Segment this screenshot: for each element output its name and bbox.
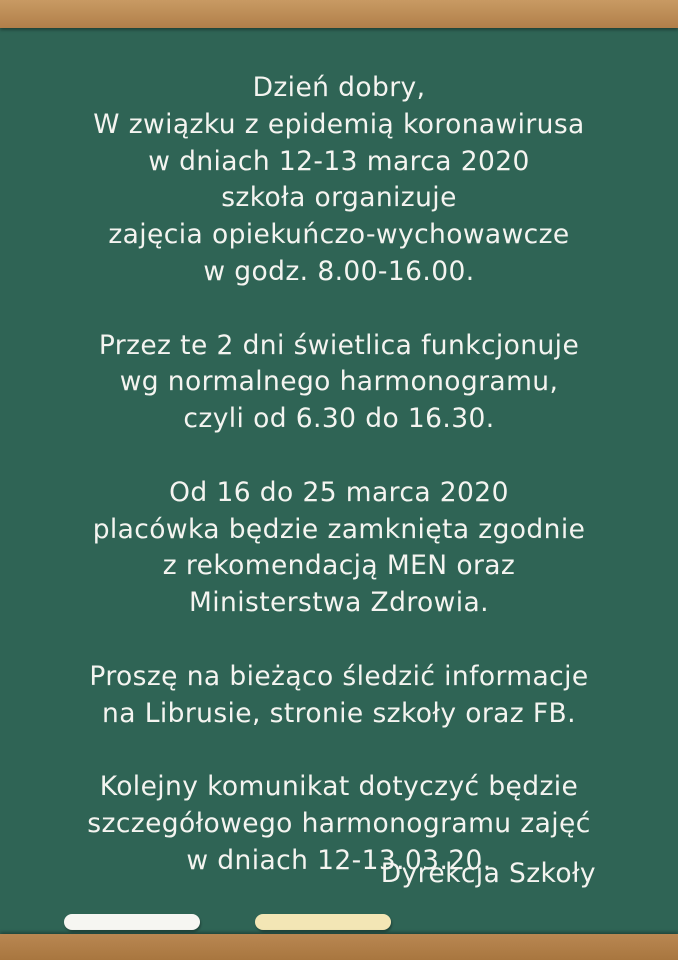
paragraph-gap (0, 732, 678, 769)
notice-line: szczegółowego harmonogramu zajęć (87, 807, 591, 839)
notice-line: Przez te 2 dni świetlica funkcjonuje (98, 329, 580, 361)
notice-line: czyli od 6.30 do 16.30. (183, 403, 495, 435)
notice-line: na Librusie, stronie szkoły oraz FB. (102, 697, 576, 729)
notice-line: z rekomendacją MEN oraz (162, 550, 516, 582)
notice-line: placówka będzie zamknięta zgodnie (92, 513, 586, 545)
notice-line: Ministerstwa Zdrowia. (189, 587, 489, 619)
notice-line: Proszę na bieżąco śledzić informacje (89, 660, 589, 692)
notice-line: zajęcia opiekuńczo-wychowawcze (108, 219, 570, 251)
notice-line: szkoła organizuje (221, 182, 457, 214)
white-chalk-stick (64, 914, 200, 930)
yellow-chalk-stick (255, 914, 391, 930)
notice-text (0, 70, 678, 880)
paragraph-gap (0, 438, 678, 475)
notice-line: Dzień dobry, (252, 72, 426, 103)
notice-line: w dniach 12-13 marca 2020 (148, 145, 530, 177)
board-frame-bottom (0, 934, 678, 960)
board-frame-top (0, 0, 678, 28)
notice-line: W związku z epidemią koronawirusa (93, 108, 585, 140)
notice-line: Od 16 do 25 marca 2020 (169, 476, 509, 508)
notice-line: w dniach 12-13.03.20. (186, 844, 492, 876)
notice-line: Kolejny komunikat dotyczyć będzie (99, 771, 579, 803)
notice-line: wg normalnego harmonogramu, (119, 366, 559, 398)
signature: Dyrekcja Szkoły (380, 858, 596, 889)
paragraph-gap (0, 291, 678, 328)
notice-line: w godz. 8.00-16.00. (203, 255, 475, 287)
paragraph-gap (0, 622, 678, 659)
